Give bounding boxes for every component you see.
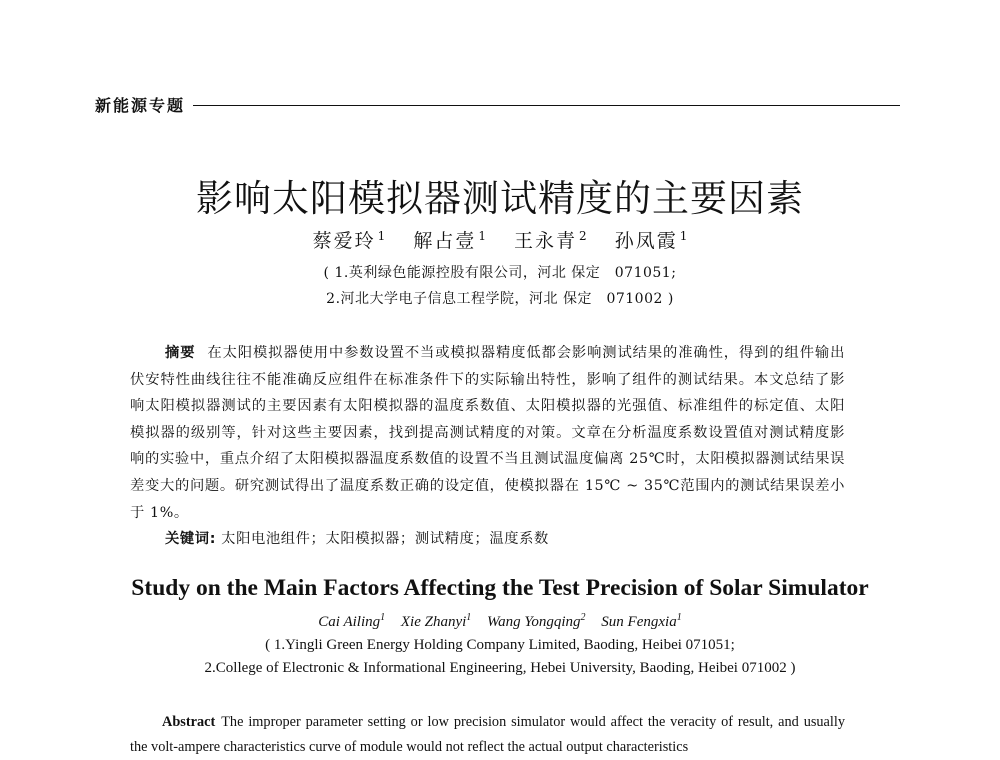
author-zh: 蔡爱玲 $^1$ — [312, 228, 386, 252]
english-authors — [0, 612, 1000, 631]
chinese-keywords — [165, 528, 845, 548]
abstract-label-zh: 摘要 — [165, 345, 196, 361]
keywords-text-zh: 太阳电池组件；太阳模拟器；测试精度；温度系数 — [221, 531, 549, 547]
section-label: 新能源专题 — [95, 95, 186, 115]
author-zh: 解占壹 $^1$ — [413, 228, 486, 252]
author-en: Xie Zhanyi$^1$ — [400, 612, 472, 630]
journal-section-header — [95, 92, 900, 116]
chinese-authors — [0, 226, 1000, 253]
abstract-text-en: The improper parameter setting or low precision simulator would affect the veracity of result, and usually the volt-ampere characteristics curve of module would not reflect the actual output characteristics — [130, 714, 845, 755]
chinese-affiliation-1: ( 1.英利绿色能源控股有限公司，河北 保定 071051; — [323, 265, 677, 281]
english-affiliation-2: 2.College of Electronic & Informational Engineering, Hebei University, Baoding, Heibei 071002 ) — [204, 660, 796, 676]
author-en: Wang Yongqing$^2$ — [487, 612, 586, 630]
author-zh: 孙凤霞 $^1$ — [614, 228, 688, 252]
keywords-label-zh: 关键词: — [165, 531, 217, 547]
english-affiliation-1: ( 1.Yingli Green Energy Holding Company Limited, Baoding, Heibei 071051; — [265, 637, 735, 653]
chinese-affiliation-2: 2.河北大学电子信息工程学院，河北 保定 071002 ) — [326, 291, 674, 307]
author-en: Cai Ailing$^1$ — [318, 612, 386, 630]
author-en: Sun Fengxia$^1$ — [601, 612, 682, 630]
abstract-label-en: Abstract — [162, 714, 216, 730]
english-title: Study on the Main Factors Affecting the Test Precision of Solar Simulator — [131, 575, 869, 601]
author-zh: 王永青 $^2$ — [514, 228, 587, 252]
english-abstract — [130, 710, 845, 760]
chinese-title: 影响太阳模拟器测试精度的主要因素 — [196, 177, 804, 220]
header-rule — [193, 105, 900, 106]
chinese-abstract — [130, 340, 845, 526]
abstract-text-zh: 在太阳模拟器使用中参数设置不当或模拟器精度低都会影响测试结果的准确性，得到的组件输出伏安特性曲线往往不能准确反应组件在标准条件下的实际输出特性，影响了组件的测试结果。本文总结了影响太阳模拟器测试的主要因素有太阳模拟器的温度系数值、太阳模拟器的光强值、标准组件的标定值、太阳模拟器的级别等，针对这些主要因素，找到提高测试精度的对策。文章在分析温度系数设置值对测试精度影响的实验中，重点介绍了太阳模拟器温度系数值的设置不当且测试温度偏离 25℃时，太阳模拟器测试结果误差变大的问题。研究测试得出了温度系数正确的设定值，使模拟器在 15℃ ~ 35℃范围内的测试结果误差小于 1%。 — [130, 345, 846, 521]
